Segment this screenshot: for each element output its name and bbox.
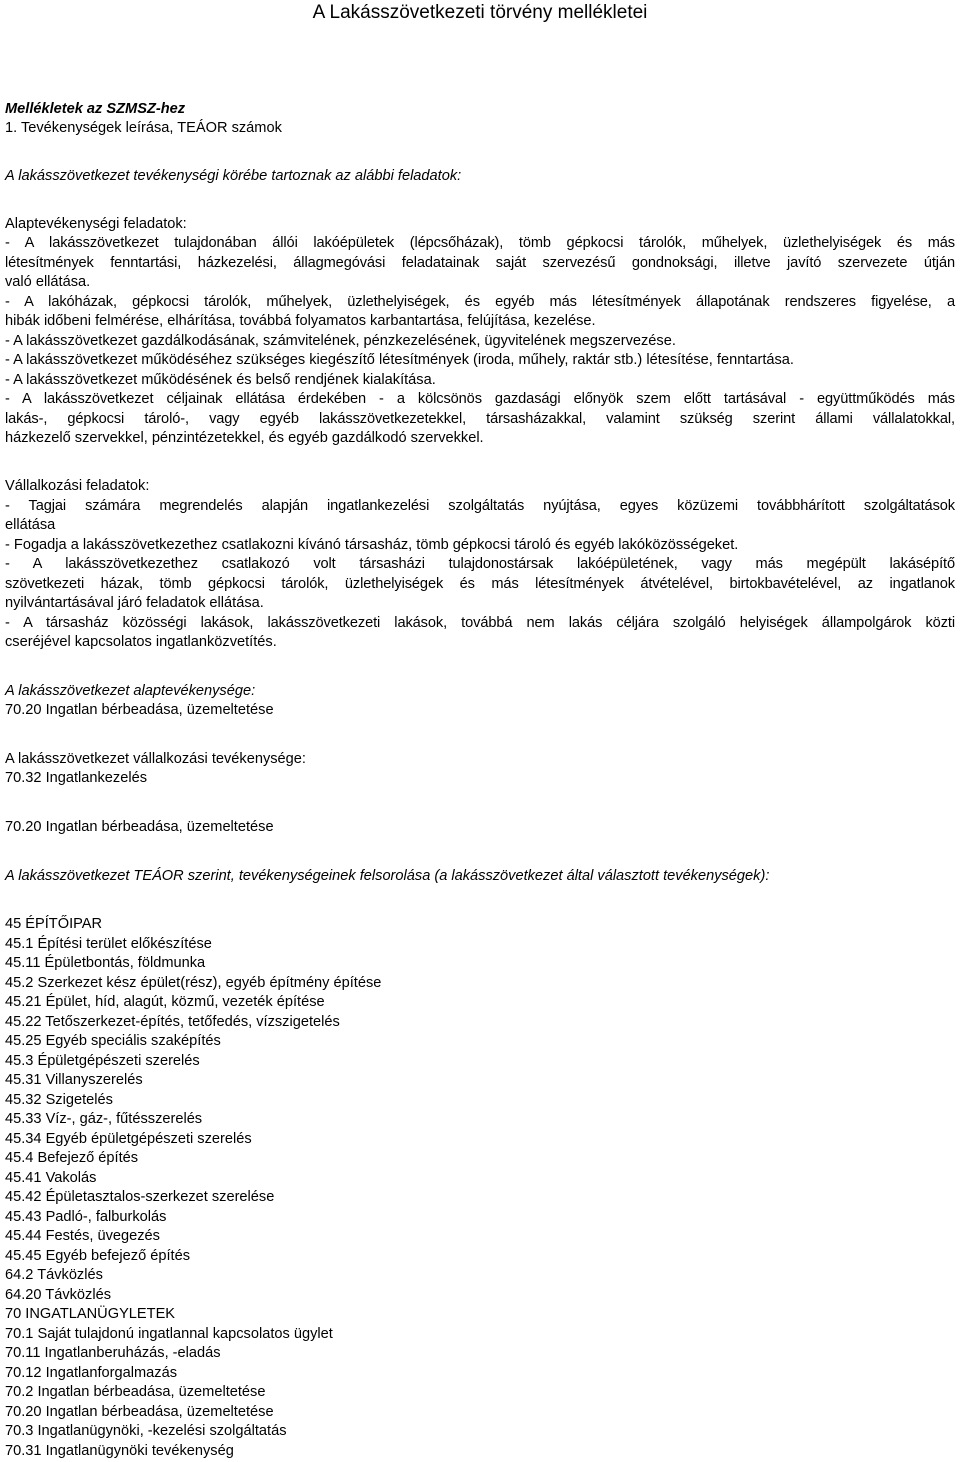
teaor-list-item: 45.21 Épület, híd, alagút, közmű, vezeték építése [5, 994, 325, 1010]
basic-task-line: - A lakásszövetkezet gazdálkodásának, számvitelének, pénzkezelésének, ügyvitelének megszervezése. [5, 333, 676, 349]
teaor-list-item: 70.3 Ingatlanügynöki, -kezelési szolgáltatás [5, 1423, 287, 1439]
basic-task-line: való ellátása. [5, 274, 91, 290]
business-task-line: nyilvántartásával járó feladatok ellátása. [5, 595, 264, 611]
teaor-list-item: 45.22 Tetőszerkezet-építés, tetőfedés, vízszigetelés [5, 1013, 340, 1030]
basic-task-line: - A lakóházak, gépkocsi tárolók, műhelyek, üzlethelyiségek, és egyéb más létesítmények állapotának rendszeres figyelése, a [5, 294, 955, 310]
teaor-list-item: 45.41 Vakolás [5, 1169, 97, 1186]
teaor-list-item: 45.45 Egyéb befejező építés [5, 1247, 190, 1264]
teaor-list-item: 45.2 Szerkezet kész épület(rész), egyéb építmény építése [5, 974, 382, 991]
main-activity-value: 70.20 Ingatlan bérbeadása, üzemeltetése [5, 702, 274, 718]
business-task-line: - Tagjai számára megrendelés alapján ingatlankezelési szolgáltatás nyújtása, egyes közüzemi továbbhárított szolgáltatások [5, 498, 955, 514]
basic-task-line: létesítmények fenntartási, házkezelési, állagmegóvási feladatainak saját szervezésű gondnoksági, illetve javító szervezete útján [5, 255, 955, 271]
teaor-list-item: 64.20 Távközlés [5, 1286, 112, 1303]
basic-task-line: házkezelő szervekkel, pénzintézetekkel, és egyéb gazdálkodó szervekkel. [5, 430, 484, 446]
business-activity-value: 70.20 Ingatlan bérbeadása, üzemeltetése [5, 819, 274, 835]
business-tasks-heading: Vállalkozási feladatok: [5, 478, 150, 494]
teaor-list-item: 45.44 Festés, üvegezés [5, 1228, 160, 1244]
teaor-list-item: 70.31 Ingatlanügynöki tevékenység [5, 1442, 234, 1459]
basic-task-line: lakás-, gépkocsi tároló-, vagy egyéb lakásszövetkezetekkel, társasházakkal, valamint szükség szerint állami vállalatokkal, [5, 411, 955, 427]
annex-heading: Mellékletek az SZMSZ-hez [5, 101, 186, 117]
teaor-list-item: 45.33 Víz-, gáz-, fűtésszerelés [5, 1111, 203, 1127]
teaor-list-item: 45 ÉPÍTŐIPAR [5, 916, 103, 932]
teaor-list-item: 45.34 Egyéb épületgépészeti szerelés [5, 1130, 252, 1147]
basic-task-line: - A lakásszövetkezet tulajdonában állói lakóépületek (lépcsőházak), tömb gépkocsi tárolók, műhelyek, üzlethelyiségek és más [5, 235, 955, 251]
document-title: A Lakásszövetkezeti törvény mellékletei [312, 2, 648, 23]
business-activity-heading: A lakásszövetkezet vállalkozási tevékenysége: [5, 751, 306, 767]
main-activity-heading: A lakásszövetkezet alaptevékenysége: [5, 683, 256, 699]
basic-tasks-heading: Alaptevékenységi feladatok: [5, 216, 187, 232]
teaor-list-item: 45.25 Egyéb speciális szaképítés [5, 1033, 221, 1049]
basic-task-line: hibák időbeni felmérése, elhárítása, továbbá folyamatos karbantartása, felújítása, kezelése. [5, 313, 596, 329]
teaor-list-item: 70.12 Ingatlanforgalmazás [5, 1364, 177, 1381]
business-task-line: - Fogadja a lakásszövetkezethez csatlakozni kívánó társasház, tömb gépkocsi tároló és egyéb lakóközösségeket. [5, 537, 739, 553]
business-activity-value: 70.32 Ingatlankezelés [5, 770, 147, 786]
business-task-line: ellátása [5, 517, 56, 533]
business-task-line: szövetkezeti házak, tömb gépkocsi tárolók, üzlethelyiségek és más létesítmények átvételével, birtokbavételével, az ingatlanok [5, 576, 955, 592]
teaor-list-item: 45.43 Padló-, falburkolás [5, 1208, 167, 1225]
teaor-list-item: 45.31 Villanyszerelés [5, 1072, 143, 1088]
intro-text: A lakásszövetkezet tevékenységi körébe tartoznak az alábbi feladatok: [5, 168, 462, 184]
business-task-line: cseréjével kapcsolatos ingatlanközvetítés. [5, 634, 277, 650]
teaor-list-item: 45.3 Épületgépészeti szerelés [5, 1052, 200, 1069]
teaor-list-item: 64.2 Távközlés [5, 1267, 103, 1283]
teaor-list-item: 70.2 Ingatlan bérbeadása, üzemeltetése [5, 1384, 266, 1400]
teaor-list-item: 70.20 Ingatlan bérbeadása, üzemeltetése [5, 1403, 274, 1420]
basic-task-line: - A lakásszövetkezet céljainak ellátása érdekében - a kölcsönös gazdasági előnyök szem előtt tartásával - együttműködés más [5, 391, 955, 407]
teaor-heading: A lakásszövetkezet TEÁOR szerint, tevékenységeinek felsorolása (a lakásszövetkezet által választott tevékenységek): [5, 868, 770, 884]
teaor-list-item: 45.1 Építési terület előkészítése [5, 935, 212, 952]
basic-task-line: - A lakásszövetkezet működéséhez szükséges kiegészítő létesítmények (iroda, műhely, raktár stb.) létesítése, fenntartása. [5, 352, 794, 368]
teaor-list-item: 45.32 Szigetelés [5, 1091, 113, 1108]
teaor-list-item: 70 INGATLANÜGYLETEK [5, 1306, 176, 1322]
basic-task-line: - A lakásszövetkezet működésének és belső rendjének kialakítása. [5, 372, 436, 388]
teaor-list-item: 45.42 Épületasztalos-szerkezet szerelése [5, 1189, 275, 1205]
business-task-line: - A lakásszövetkezethez csatlakozó volt társasházi tulajdonostársak lakóépületének, vagy más megépült lakásépítő [5, 556, 955, 572]
teaor-list-item: 45.11 Épületbontás, földmunka [5, 955, 206, 971]
business-task-line: - A társasház közösségi lakások, lakásszövetkezeti lakások, továbbá nem lakás céljára szolgáló helyiségek állampolgárok közti [5, 615, 955, 631]
teaor-list-item: 70.1 Saját tulajdonú ingatlannal kapcsolatos ügylet [5, 1325, 333, 1342]
teaor-list-item: 70.11 Ingatlanberuházás, -eladás [5, 1345, 221, 1361]
section-heading: 1. Tevékenységek leírása, TEÁOR számok [5, 120, 282, 136]
teaor-list-item: 45.4 Befejező építés [5, 1150, 139, 1166]
